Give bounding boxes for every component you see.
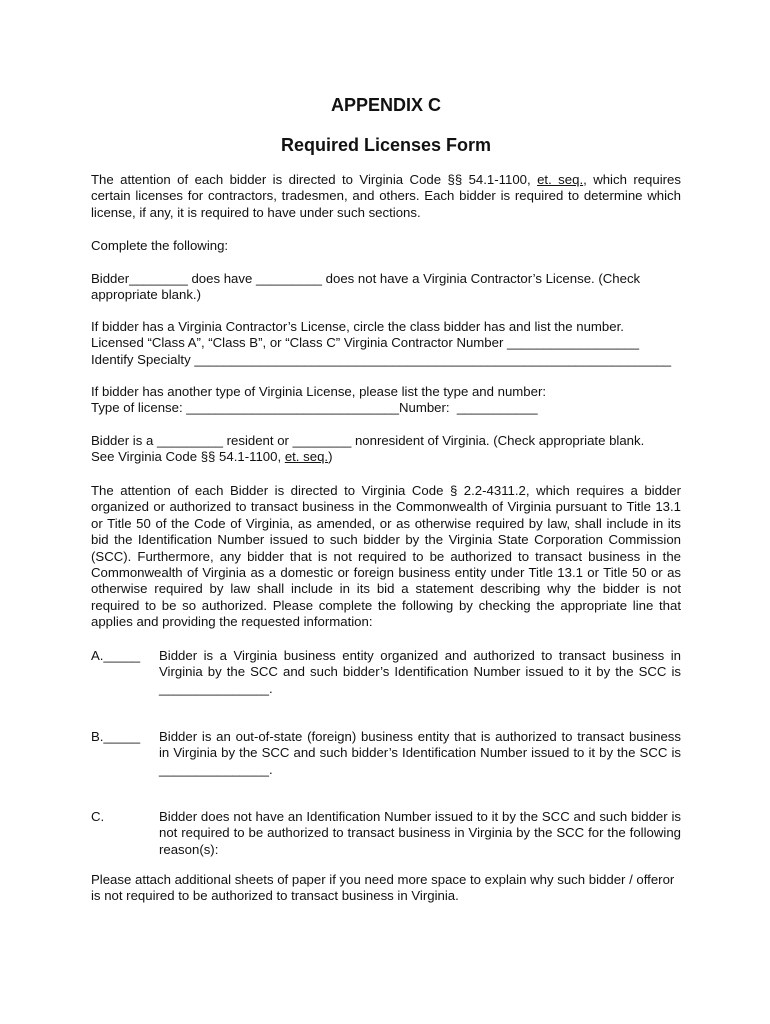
option-a-text: Bidder is a Virginia business entity organized and authorized to transact business in Virginia by the SCC and such bidder’s Identification Number issued to it by the SCC is _______________. [159, 648, 681, 696]
intro-et-seq: et. seq. [537, 172, 584, 187]
residency-line-2-post: ) [328, 449, 333, 465]
contractor-license-section [91, 319, 681, 368]
option-b-text: Bidder is an out-of-state (foreign) business entity that is authorized to transact business in Virginia by the SCC and such bidder’s Identification Number issued to it by the SCC is _______________. [159, 729, 681, 777]
scc-paragraph: The attention of each Bidder is directed to Virginia Code § 2.2-4311.2, which requires a bidder organized or authorized to transact business in the Commonwealth of Virginia pursuant to Title 13.1 or Title 50 of the Code of Virginia, as amended, or as otherwise required by law, shall include in its bid the Identification Number issued to such bidder by the Virginia State Corporation Commission (SCC). Furthermore, any bidder that is not required to be authorized to transact business in the Commonwealth of Virginia as a domestic or foreign business entity under Title 13.1 or Title 50 or as otherwise required by law shall include in its bid a statement describing why the bidder is not required to be so authorized. Please complete the following by checking the appropriate line that applies and providing the requested information: [91, 483, 681, 630]
intro-paragraph [91, 172, 681, 221]
option-c-label: C. [91, 809, 105, 824]
page-title: APPENDIX C [330, 95, 442, 115]
bidder-license-question [91, 271, 681, 304]
specialty-line: Identify Specialty _________________________________________________________________ [91, 351, 672, 367]
form-title: Required Licenses Form [280, 135, 492, 155]
option-b-label: B._____ [91, 729, 141, 744]
residency-section [91, 433, 681, 466]
option-a-label: A._____ [91, 648, 141, 663]
intro-text-pre: The attention of each bidder is directed to Virginia Code §§ 54.1-1100, [91, 172, 538, 187]
intro-text-post: , which requires certain licenses for contractors, tradesmen, and others. Each bidder is required to determine which license, if any, it is required to have under such sections. [91, 172, 681, 220]
residency-line-2-pre: See Virginia Code §§ 54.1-1100, [91, 449, 285, 465]
license-type-line: Type of license: _____________________________Number: ___________ [91, 400, 538, 416]
complete-instruction: Complete the following: [91, 238, 229, 253]
contractor-number-line: Licensed “Class A”, “Class B”, or “Class C” Virginia Contractor Number __________________ [91, 335, 640, 351]
bidder-license-line-2: appropriate blank.) [91, 287, 201, 303]
residency-line-2 [91, 449, 681, 465]
bidder-license-line-1: Bidder________ does have _________ does not have a Virginia Contractor’s License. (Check [91, 271, 641, 286]
other-license-line-1: If bidder has another type of Virginia License, please list the type and number: [91, 384, 547, 399]
residency-line-1: Bidder is a _________ resident or ________ nonresident of Virginia. (Check appropriate blank. [91, 433, 645, 448]
contractor-line-1: If bidder has a Virginia Contractor’s License, circle the class bidder has and list the number. [91, 319, 624, 334]
closing-paragraph: Please attach additional sheets of paper if you need more space to explain why such bidder / offeror is not required to be authorized to transact business in Virginia. [91, 872, 675, 904]
other-license-section [91, 384, 681, 417]
residency-et-seq: et. seq. [284, 449, 329, 465]
option-c-text: Bidder does not have an Identification Number issued to it by the SCC and such bidder is not required to be authorized to transact business in Virginia by the SCC for the following reason(s): [159, 809, 681, 857]
